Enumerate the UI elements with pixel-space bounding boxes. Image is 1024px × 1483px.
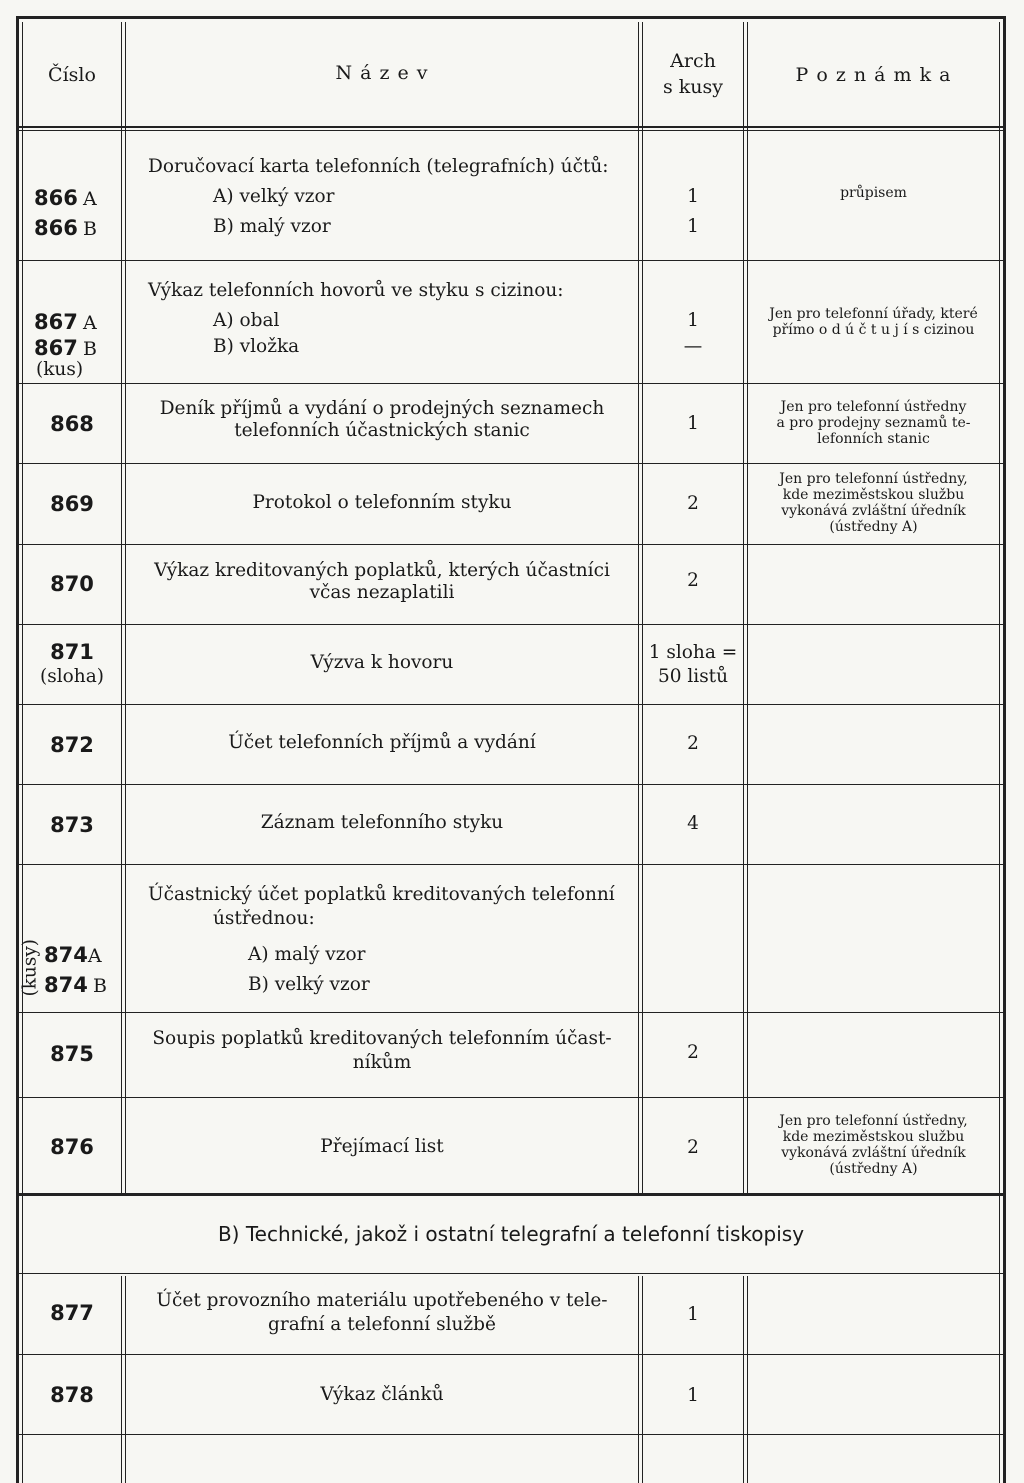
form-variant-a: A) obal (213, 310, 280, 331)
header-arch-line1: Arch (670, 50, 716, 72)
col-line-1b (125, 22, 126, 1194)
section-b-bottom-rule (19, 1273, 1003, 1274)
table-border-left-inner (22, 22, 23, 1483)
form-unit-rotated (19, 938, 41, 997)
row-sep (19, 1097, 1003, 1098)
form-unit: (kus) (36, 359, 84, 380)
col-line-2 (638, 22, 639, 1194)
arch-count: 1 (687, 1304, 699, 1325)
form-number-874a (44, 943, 102, 967)
note-text: kde meziměstskou službu (782, 1129, 965, 1145)
form-suffix: A (82, 188, 97, 210)
form-number: 866 (34, 216, 78, 240)
col-line-1 (121, 22, 122, 1194)
row-sep (19, 260, 1003, 261)
form-title: včas nezaplatili (309, 582, 455, 603)
form-number-867b (34, 336, 97, 360)
form-number: 878 (50, 1383, 94, 1407)
form-suffix: B (82, 338, 97, 360)
form-number: 874 (44, 973, 88, 997)
form-title: Soupis poplatků kreditovaných telefonním účast- (152, 1028, 612, 1049)
row-sep (19, 784, 1003, 785)
form-number: 876 (50, 1135, 94, 1159)
arch-count: 2 (687, 570, 699, 591)
form-number: 875 (50, 1042, 94, 1066)
col-line-1-lower (121, 1276, 122, 1483)
form-number: 872 (50, 733, 94, 757)
row-sep (19, 1434, 1003, 1435)
form-title: Účet telefonních příjmů a vydání (228, 732, 536, 753)
header-cislo: Číslo (48, 64, 96, 86)
form-number-874b (44, 973, 107, 997)
note-text: Jen pro telefonní úřady, které (769, 306, 978, 322)
form-title: Výkaz kreditovaných poplatků, kterých účastníci (154, 560, 610, 581)
form-title: Protokol o telefonním styku (252, 492, 512, 513)
row-sep (19, 1012, 1003, 1013)
form-title: Výkaz článků (320, 1384, 444, 1405)
form-number: 868 (50, 412, 94, 436)
form-title: telefonních účastnických stanic (234, 420, 530, 441)
note-text: vykonává zvláštní úředník (781, 503, 966, 519)
form-number: 874 (44, 943, 88, 967)
arch-count: 2 (687, 733, 699, 754)
form-title: grafní a telefonní službě (268, 1314, 496, 1335)
form-title: Účastnický účet poplatků kreditovaných telefonní (148, 884, 615, 905)
header-divider-2 (19, 130, 1003, 131)
form-number-866a (34, 186, 97, 210)
col-line-3 (743, 22, 744, 1194)
section-b-top-rule (19, 1193, 1003, 1196)
arch-count: 2 (687, 1042, 699, 1063)
arch-count: 2 (687, 493, 699, 514)
form-suffix: A (82, 312, 97, 334)
note-text: (ústředny A) (829, 1161, 918, 1177)
col-line-3b-lower (747, 1276, 748, 1483)
note-text: vykonává zvláštní úředník (781, 1145, 966, 1161)
form-number: 867 (34, 336, 78, 360)
header-poznamka: P o z n á m k a (795, 64, 952, 86)
form-variant-a: A) malý vzor (248, 944, 366, 965)
form-number: 877 (50, 1301, 94, 1325)
form-number: 871 (50, 640, 94, 664)
form-title: ústřednou: (213, 908, 315, 929)
note-text: (ústředny A) (829, 519, 918, 535)
table-border-right-inner (999, 22, 1000, 1483)
arch-count: 2 (687, 1137, 699, 1158)
row-sep (19, 624, 1003, 625)
header-divider (19, 126, 1003, 128)
form-title: Výzva k hovoru (310, 652, 454, 673)
table-border-top (16, 16, 1006, 19)
table-border-left (16, 16, 19, 1483)
row-sep (19, 864, 1003, 865)
note-text: a pro prodejny seznamů te- (776, 415, 971, 431)
form-title: Záznam telefonního styku (260, 812, 504, 833)
form-title: Deník příjmů a vydání o prodejných seznamech (159, 398, 605, 419)
arch-count: 1 (687, 413, 699, 434)
note-text: Jen pro telefonní ústředny (780, 399, 967, 415)
row-sep (19, 463, 1003, 464)
form-number: 870 (50, 572, 94, 596)
form-suffix: B (92, 975, 107, 997)
note-text: přímo o d ú č t u j í s cizinou (772, 322, 975, 338)
table-border-right (1003, 16, 1006, 1483)
arch-count: 1 (687, 310, 699, 331)
form-unit: (sloha) (40, 666, 104, 687)
arch-count: — (683, 336, 703, 357)
row-sep (19, 383, 1003, 384)
row-sep (19, 1354, 1003, 1355)
form-unit: (kusy) (19, 938, 41, 997)
note-text: průpisem (840, 185, 907, 201)
col-line-2-lower (638, 1276, 639, 1483)
note-text: Jen pro telefonní ústředny, (779, 471, 968, 487)
arch-count: 1 (687, 186, 699, 207)
note-text: Jen pro telefonní ústředny, (779, 1113, 968, 1129)
form-title: Přejímací list (320, 1136, 444, 1157)
form-variant-b: B) velký vzor (248, 974, 370, 995)
form-number: 873 (50, 813, 94, 837)
form-number: 867 (34, 310, 78, 334)
form-number-867a (34, 310, 97, 334)
form-number-866b (34, 216, 97, 240)
row-sep (19, 544, 1003, 545)
form-title: Doručovací karta telefonních (telegrafních) účtů: (148, 156, 609, 177)
note-text: kde meziměstskou službu (782, 487, 965, 503)
form-variant-b: B) malý vzor (213, 216, 331, 237)
form-number: 866 (34, 186, 78, 210)
arch-count: 1 sloha = (648, 642, 738, 663)
form-suffix: A (87, 945, 102, 967)
form-suffix: B (82, 218, 97, 240)
form-variant-b: B) vložka (213, 336, 300, 357)
arch-count: 50 listů (657, 666, 729, 687)
arch-count: 4 (687, 813, 699, 834)
header-nazev: N á z e v (335, 62, 429, 84)
form-variant-a: A) velký vzor (213, 186, 335, 207)
form-title: Účet provozního materiálu upotřebeného v tele- (156, 1290, 608, 1311)
arch-count: 1 (687, 1385, 699, 1406)
arch-count: 1 (687, 216, 699, 237)
form-title: níkům (352, 1052, 412, 1073)
col-line-3-lower (743, 1276, 744, 1483)
header-arch-line2: s kusy (662, 76, 724, 98)
form-number: 869 (50, 492, 94, 516)
form-title: Výkaz telefonních hovorů ve styku s cizinou: (148, 280, 564, 301)
row-sep (19, 704, 1003, 705)
note-text: lefonních stanic (817, 431, 930, 447)
section-b-heading: B) Technické, jakož i ostatní telegrafní a telefonní tiskopisy (217, 1222, 805, 1246)
